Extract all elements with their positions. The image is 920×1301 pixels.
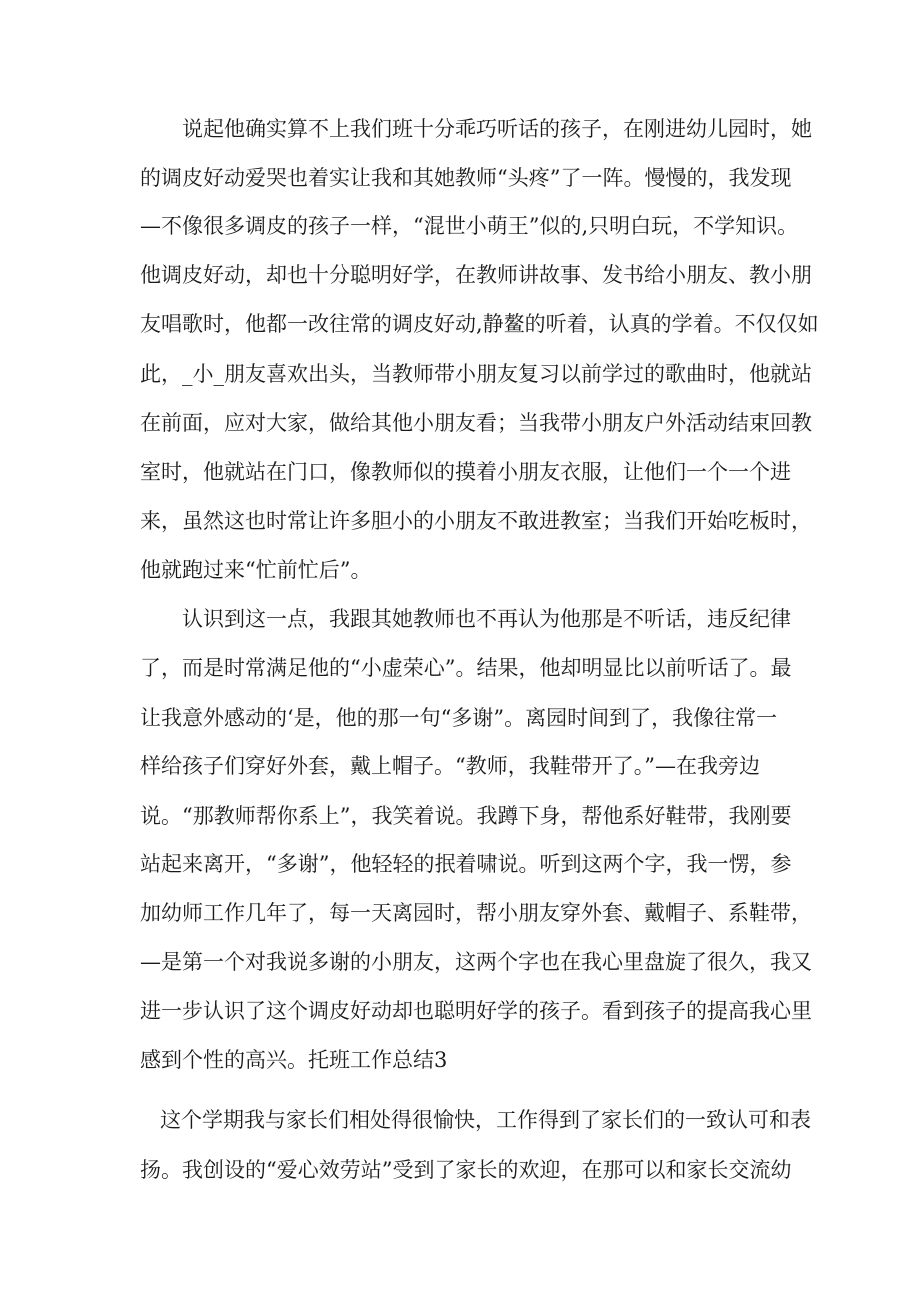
text-line: 了，而是时常满足他的“小虚荣心”。结果，他却明显比以前听话了。最 bbox=[140, 656, 792, 680]
text-line: 说起他确实算不上我们班十分乖巧听话的孩子，在刚进幼儿园时，她 bbox=[182, 117, 812, 141]
text-line: 加幼师工作几年了，每一天离园时，帮小朋友穿外套、戴帽子、系鞋带， bbox=[140, 901, 812, 925]
text-line: 来，虽然这也时常让许多胆小的小朋友不敢进教室；当我们开始吃板时， bbox=[140, 509, 812, 533]
text-line: 他就跑过来“忙前忙后”。 bbox=[140, 558, 372, 582]
text-line: 说。“那教师帮你系上”，我笑着说。我蹲下身，帮他系好鞋带，我刚要 bbox=[140, 804, 792, 828]
text-line: 样给孩子们穿好外套，戴上帽子。“教师，我鞋带开了。”—在我旁边 bbox=[140, 754, 760, 778]
text-line: 感到个性的高兴。托班工作总结3 bbox=[140, 1048, 448, 1072]
text-line: 此，_小_朋友喜欢出头，当教师带小朋友复习以前学过的歌曲时，他就站 bbox=[140, 362, 812, 386]
text-line: 扬。我创设的“爱心效劳站”受到了家长的欢迎，在那可以和家长交流幼 bbox=[140, 1158, 792, 1182]
text-line: 让我意外感动的‘是，他的那一句“多谢”。离园时间到了，我像往常一 bbox=[140, 706, 778, 730]
text-line: 站起来离开，“多谢”，他轻轻的抿着啸说。听到这两个字，我一愣，参 bbox=[140, 852, 792, 876]
text-line: —不像很多调皮的孩子一样，“混世小萌王”似的,只明白玩，不学知识。 bbox=[140, 214, 799, 238]
text-line: 认识到这一点，我跟其她教师也不再认为他那是不听话，违反纪律 bbox=[182, 607, 791, 631]
text-line: 进一步认识了这个调皮好动却也聪明好学的孩子。看到孩子的提高我心里 bbox=[140, 999, 812, 1023]
text-line: —是第一个对我说多谢的小朋友，这两个字也在我心里盘旋了很久，我又 bbox=[140, 950, 812, 974]
text-line: 的调皮好动爱哭也着实让我和其她教师“头疼”了一阵。慢慢的，我发现 bbox=[140, 166, 792, 190]
text-line: 这个学期我与家长们相处得很愉快，工作得到了家长们的一致认可和表 bbox=[160, 1108, 811, 1132]
text-line: 室时，他就站在门口，像教师似的摸着小朋友衣服，让他们一个一个进 bbox=[140, 460, 791, 484]
text-line: 友唱歌时，他都一改往常的调皮好动,静鳌的听着，认真的学着。不仅仅如 bbox=[140, 312, 819, 336]
text-line: 在前面，应对大家，做给其他小朋友看；当我带小朋友户外活动结束回教 bbox=[140, 411, 812, 435]
text-line: 他调皮好动，却也十分聪明好学，在教师讲故事、发书给小朋友、教小朋 bbox=[140, 263, 812, 287]
